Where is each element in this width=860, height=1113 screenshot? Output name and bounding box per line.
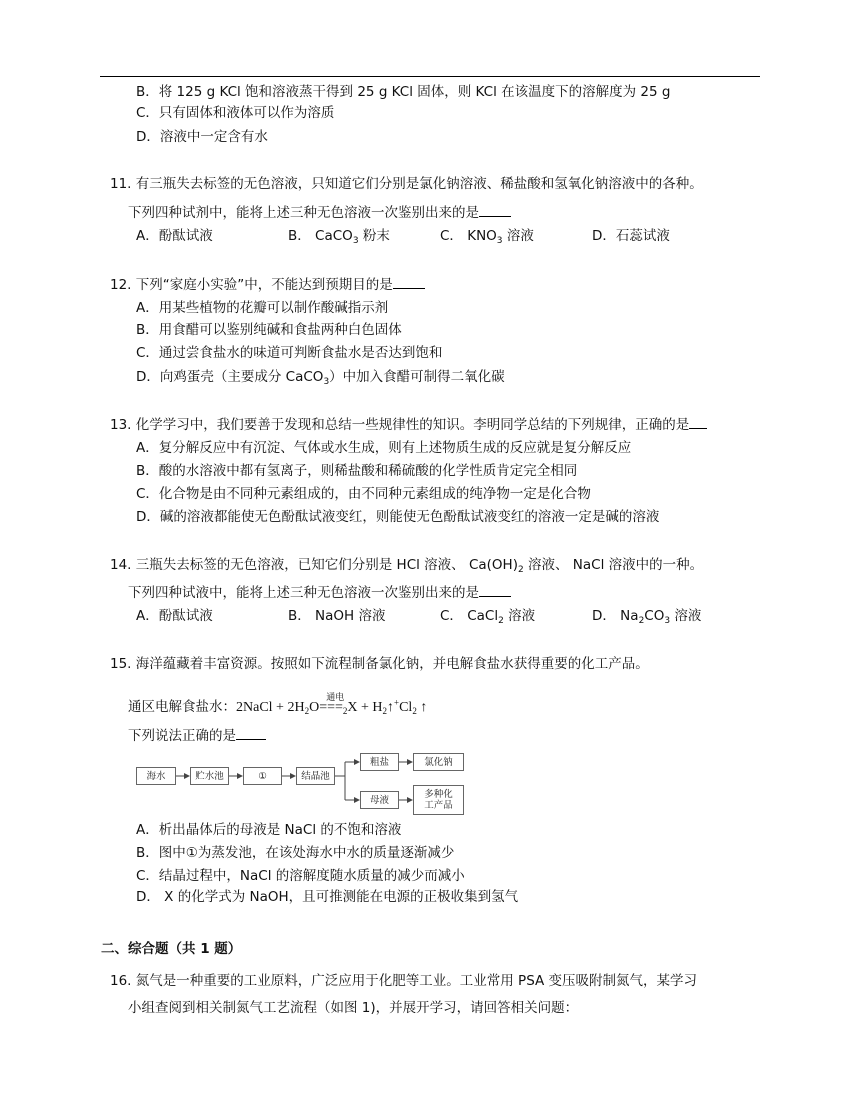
q15-ask: 下列说法正确的是 — [128, 726, 266, 745]
q15-option-d: D． X 的化学式为 NaOH，且可推测能在电源的正极收集到氢气 — [136, 889, 519, 905]
answer-blank — [689, 415, 707, 429]
q12-stem: 12. 下列“家庭小实验”中，不能达到预期目的是 — [110, 275, 425, 294]
flow-box-crystallizer: 结晶池 — [296, 767, 335, 785]
flow-box-crude-salt: 粗盐 — [360, 753, 399, 771]
answer-blank — [479, 583, 511, 597]
q15-equation: 通区电解食盐水：2NaCl + $2H_2O$ 通电 $===_2X$ + $H_2↑^+Cl_2$ ↑ — [128, 698, 427, 717]
q11-option-b: B． CaCO$_3$ 粉末 — [288, 228, 390, 246]
answer-blank — [236, 726, 266, 740]
header-rule — [100, 76, 760, 77]
q16-stem-line2: 小组查阅到相关制氮气工艺流程（如图 1)，并展开学习，请回答相关问题： — [128, 1000, 579, 1016]
q13-option-c: C．化合物是由不同种元素组成的，由不同种元素组成的纯净物一定是化合物 — [136, 486, 591, 502]
flow-box-seawater: 海水 — [136, 767, 176, 785]
q14-option-d: D． $Na_2CO_3$ 溶液 — [592, 608, 702, 626]
flow-box-nacl: 氯化钠 — [413, 753, 464, 771]
q10-option-b: B．将 125 g KCl 饱和溶液蒸干得到 25 g KCl 固体，则 KCl 在该温度下的溶解度为 25 g — [136, 84, 671, 100]
q15-option-a: A．析出晶体后的母液是 NaCl 的不饱和溶液 — [136, 822, 402, 838]
q13-option-a: A．复分解反应中有沉淀、气体或水生成，则有上述物质生成的反应就是复分解反应 — [136, 440, 632, 456]
q13-option-d: D．碱的溶液都能使无色酚酞试液变红，则能使无色酚酞试液变红的溶液一定是碱的溶液 — [136, 509, 660, 525]
q15-option-c: C．结晶过程中，NaCl 的溶解度随水质量的减少而减小 — [136, 868, 465, 884]
q12-option-d: D．向鸡蛋壳（主要成分 CaCO$_3$）中加入食醋可制得二氧化碳 — [136, 369, 505, 387]
q13-stem: 13. 化学学习中，我们要善于发现和总结一些规律性的知识。李明同学总结的下列规律，正确的是 — [110, 415, 707, 434]
q15-option-b: B．图中①为蒸发池，在该处海水中水的质量逐渐减少 — [136, 845, 455, 861]
flow-box-chemicals: 多种化工产品 — [413, 785, 464, 815]
q14-option-b: B． NaOH 溶液 — [288, 608, 386, 624]
q13-option-b: B．酸的水溶液中都有氢离子，则稀盐酸和稀硫酸的化学性质肯定完全相同 — [136, 463, 578, 479]
section-heading: 二、综合题（共 1 题） — [101, 941, 242, 957]
flow-box-mother-liquor: 母液 — [360, 791, 399, 809]
q11-option-d: D．石蕊试液 — [592, 228, 670, 244]
q14-stem-line1: 14. 三瓶失去标签的无色溶液，已知它们分别是 HCl 溶液、 $Ca(OH)_2$ 溶液、 NaCl 溶液中的一种。 — [110, 557, 704, 575]
q11-stem-line1: 11. 有三瓶失去标签的无色溶液，只知道它们分别是氯化钠溶液、稀盐酸和氢氧化钠溶液中的各种。 — [110, 176, 703, 192]
flow-box-reservoir: 贮水池 — [190, 767, 229, 785]
q15-stem: 15. 海洋蕴藏着丰富资源。按照如下流程制备氯化钠，并电解食盐水获得重要的化工产品。 — [110, 656, 649, 672]
q14-option-a: A．酚酞试液 — [136, 608, 213, 624]
q10-option-c: C．只有固体和液体可以作为溶质 — [136, 105, 335, 121]
q11-option-c: C． $KNO_3$ 溶液 — [440, 228, 534, 246]
q12-option-b: B．用食醋可以鉴别纯碱和食盐两种白色固体 — [136, 322, 402, 338]
nacl-flow-diagram — [136, 750, 476, 816]
q11-option-a: A．酚酞试液 — [136, 228, 213, 244]
answer-blank — [393, 275, 425, 289]
equation-condition: 通电 — [326, 692, 345, 702]
q10-option-d: D．溶液中一定含有水 — [136, 129, 268, 145]
q11-stem-line2: 下列四种试剂中，能将上述三种无色溶液一次鉴别出来的是 — [128, 203, 511, 222]
q16-stem-line1: 16. 氮气是一种重要的工业原料，广泛应用于化肥等工业。工业常用 PSA 变压吸附制氮气，某学习 — [110, 973, 698, 989]
q12-option-a: A．用某些植物的花瓣可以制作酸碱指示剂 — [136, 300, 389, 316]
q12-option-c: C．通过尝食盐水的味道可判断食盐水是否达到饱和 — [136, 345, 443, 361]
answer-blank — [479, 203, 511, 217]
q14-stem-line2: 下列四种试液中，能将上述三种无色溶液一次鉴别出来的是 — [128, 583, 511, 602]
q14-option-c: C． CaCl$_2$ 溶液 — [440, 608, 536, 626]
flow-box-step1: ① — [243, 767, 282, 785]
